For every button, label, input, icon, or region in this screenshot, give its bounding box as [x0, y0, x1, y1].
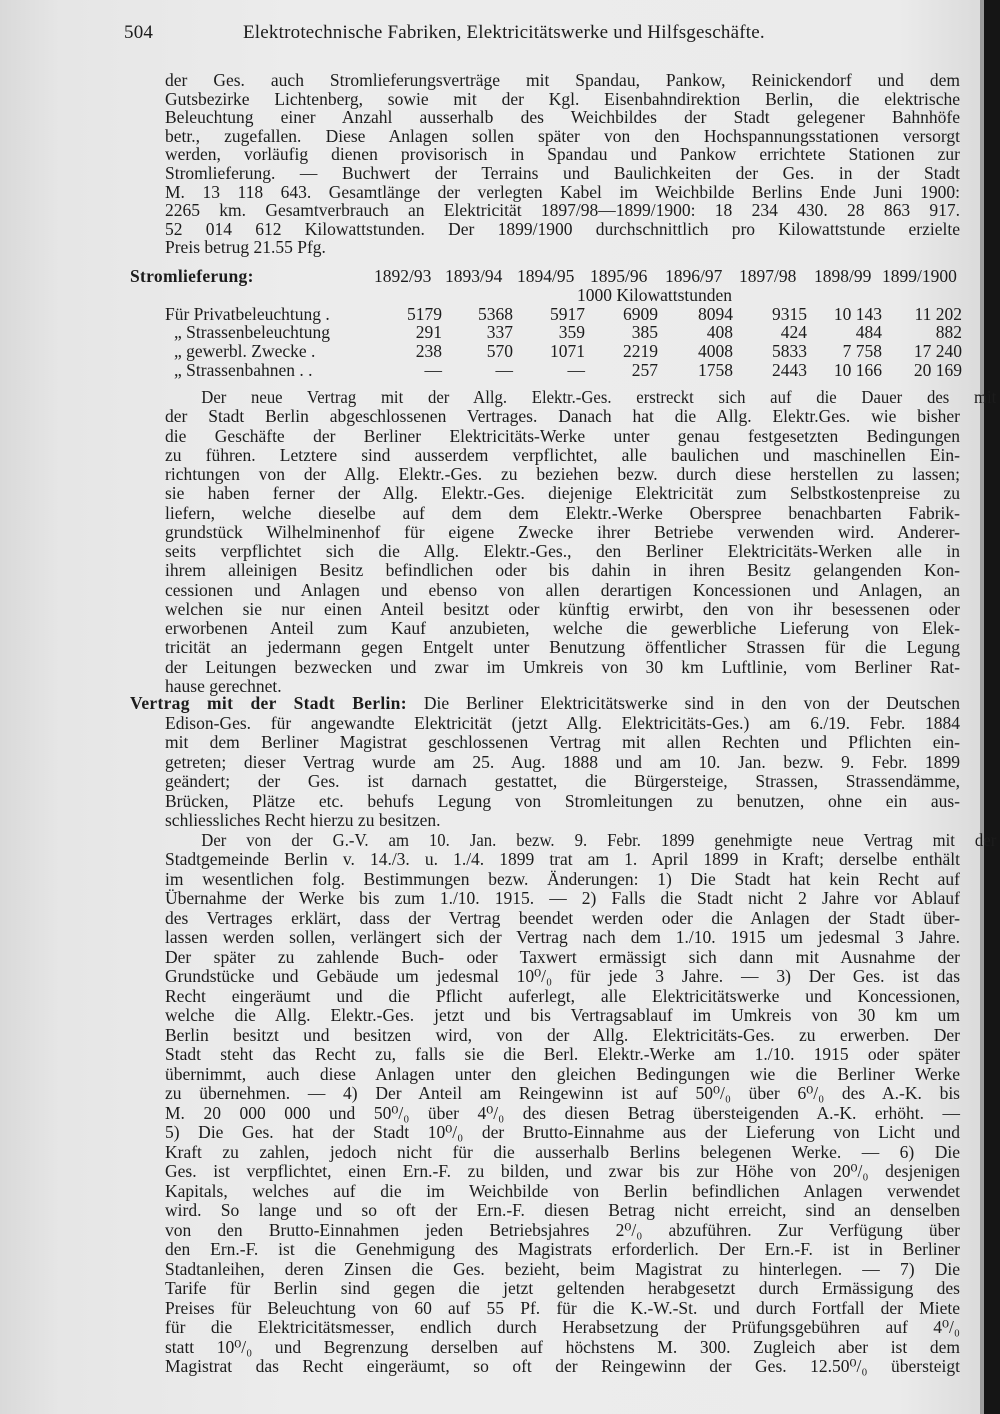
running-title: Elektrotechnische Fabriken, Elektricitätswerke und Hilfsgeschäfte. — [243, 22, 765, 43]
year-column-header: 1897/98 — [739, 266, 797, 286]
table-cell: 2219 — [623, 341, 658, 362]
table-row — [130, 341, 970, 360]
paragraph-line: sie haben ferner der Allg. Elektr.-Ges. diejenige Elektricität zum Selbstkostenpreise zu — [165, 483, 960, 504]
table-cell: 570 — [486, 341, 513, 362]
paragraph-line: den Ern.-F. ist die Genehmigung des Magistrats erforderlich. Der Ern.-F. ist in Berliner — [165, 1239, 960, 1259]
year-column-header: 1893/94 — [445, 266, 503, 286]
table-row — [130, 360, 970, 379]
table-cell: — — [495, 359, 513, 380]
paragraph-line: Der von der G.-V. am 10. Jan. bezw. 9. Febr. 1899 genehmigte neue Vertrag mit der — [201, 829, 997, 850]
paragraph-line: im wesentlichen folg. Bestimmungen bezw. Änderungen: 1) Die Stadt hat kein Recht auf — [165, 868, 960, 889]
paragraph-vertrag-stadt-berlin — [130, 693, 997, 1377]
paragraph-line: Kraft zu zahlen, jedoch nicht für die ausserhalb Berlins belegenen Werke. — 6) Die — [165, 1141, 960, 1162]
paragraph-line: Grundstücke und Gebäude um jedesmal 10⁰/₀ für jede 3 Jahre. — 3) Der Ges. ist das — [165, 966, 960, 986]
paragraph-line: Edison-Ges. für angewandte Elektricität (jetzt Allg. Elektricitäts-Ges.) am 6./19. Febr. 1884 — [165, 712, 960, 733]
paragraph-line: welchen sie nur einen Anteil besitzt oder künftig erwirbt, den von ihr besessenen oder — [165, 598, 960, 619]
table-cell: 1758 — [698, 359, 733, 380]
paragraph-line: von den Brutto-Einnahmen jeden Betriebsjahres 2⁰/₀ abzuführen. Zur Verfügung über — [165, 1219, 960, 1240]
paragraph-line: zu führen. Letztere sind ausserdem verpflichtet, alle baulichen und maschinellen Ein- — [165, 444, 960, 465]
paragraph-line: Stromlieferung. — Buchwert der Terrains und Baulichkeiten der Ges. in der Stadt — [165, 162, 960, 183]
table-header-row — [130, 266, 970, 285]
table-cell: 17 240 — [913, 341, 962, 362]
paragraph-line: wird. So lange und so oft der Ern.-F. diesen Betrag nicht erreicht, sind an denselben — [165, 1200, 960, 1220]
paragraph-line: Vertrag mit der Stadt Berlin: Die Berliner Elektricitätswerke sind in den von der Deutschen — [130, 693, 960, 713]
paragraph-line: übernimmt, auch diese Anlagen unter den gleichen Bedingungen wie die Berliner Werke — [165, 1063, 960, 1084]
table-cell: 7 758 — [842, 341, 882, 362]
table-cell: 238 — [415, 341, 442, 362]
paragraph-line: Preis betrug 21.55 Pfg. — [165, 237, 326, 258]
table-cell: 5179 — [407, 303, 442, 324]
table-cell: 882 — [935, 322, 962, 343]
table-row — [130, 304, 970, 323]
paragraph-line: getreten; dieser Vertrag wurde am 25. Aug. 1888 und am 10. Jan. bezw. 9. Febr. 1899 — [165, 751, 960, 772]
row-label: „ gewerbl. Zwecke . — [174, 341, 316, 362]
table-cell: 5368 — [478, 303, 513, 324]
paragraph-line: M. 13 118 643. Gesamtlänge der verlegten Kabel im Weichbilde Berlins Ende Juni 1900: — [165, 181, 960, 202]
table-cell: 257 — [631, 359, 658, 380]
paragraph-line: M. 20 000 000 und 50⁰/₀ über 4⁰/₀ des diesen Betrag übersteigenden A.-K. erhöht. — — [165, 1102, 960, 1123]
paragraph-line: Berlin besitzt und besitzen wird, von der Allg. Elektricitäts-Ges. zu erwerben. Der — [165, 1024, 960, 1045]
paragraph-line: Ges. ist verpflichtet, einen Ern.-F. zu bilden, und zwar bis zur Höhe von 20⁰/₀ desjenigen — [165, 1161, 960, 1181]
paragraph-line: erworbenen Anteil zum Kauf anzubieten, welche die gewerbliche Lieferung von Elek- — [165, 618, 960, 638]
paragraph-line: hause gerechnet. — [165, 675, 282, 696]
table-cell: 2443 — [772, 359, 807, 380]
paragraph-line: Kapitals, welches auf die im Weichbilde von Berlin befindlichen Anlagen verwendet — [165, 1180, 960, 1201]
table-unit: 1000 Kilowattstunden — [577, 284, 733, 305]
table-cell: 9315 — [772, 303, 807, 324]
paragraph-line: Der neue Vertrag mit der Allg. Elektr.-Ges. erstreckt sich auf die Dauer des mit — [201, 387, 997, 407]
paragraph-line: welche die Allg. Elektr.-Ges. jetzt und bis Vertragsablauf im Umkreis von 30 km um — [165, 1005, 960, 1025]
paragraph-line: Tarife für Berlin sind gegen die jetzt geltenden herabgesetzt durch Ermässigung des — [165, 1278, 960, 1298]
stromlieferung-table — [130, 266, 970, 379]
table-cell: 10 143 — [833, 303, 882, 324]
year-column-header: 1895/96 — [590, 266, 648, 286]
paragraph-line: lassen werden sollen, verlängert sich der Vertrag nach dem 1./10. 1915 um jedesmal 3 Jahre. — [165, 927, 960, 947]
table-cell: 20 169 — [913, 359, 962, 380]
paragraph-line: betr., zugefallen. Diese Anlagen sollen später von den Hochspannungsstationen versorgt — [165, 125, 960, 146]
paragraph-line: werden, vorläufig dienen provisorisch in Spandau und Pankow errichtete Stationen zur — [165, 144, 960, 165]
paragraph-line: der Ges. auch Stromlieferungsverträge mit Spandau, Pankow, Reinickendorf und dem — [165, 70, 960, 90]
table-cell: 6909 — [623, 303, 658, 324]
table-cell: 10 166 — [833, 359, 882, 380]
paragraph-line: Magistrat das Recht eingeräumt, so oft der Reingewinn der Ges. 12.50⁰/₀ übersteigt — [165, 1356, 960, 1376]
table-heading: Stromlieferung: — [130, 266, 254, 286]
paragraph-line: Gutsbezirke Lichtenberg, sowie mit der Kgl. Eisenbahndirektion Berlin, die elektrische — [165, 88, 960, 109]
table-cell: 424 — [780, 322, 807, 343]
table-cell: 291 — [415, 322, 442, 343]
paragraph-line: Der später zu zahlende Buch- oder Taxwert ermässigt sich dann mit Ausnahme der — [165, 946, 960, 967]
paragraph-line: 52 014 612 Kilowattstunden. Der 1899/1900 durchschnittlich pro Kilowattstunde erzielte — [165, 218, 960, 239]
paragraph-line: seits verpflichtet sich die Allg. Elektr.-Ges., den Berliner Elektricitäts-Werken alle in — [165, 541, 960, 561]
table-cell: 5917 — [550, 303, 585, 324]
row-label: „ Strassenbeleuchtung — [174, 322, 330, 343]
paragraph-line: Recht eingeräumt und die Pflicht auferlegt, alle Elektricitätswerke und Koncessionen, — [165, 985, 960, 1006]
paragraph-line: ihrem alleinigen Besitz befindlichen oder bis dahin in ihren Besitz gelangenden Kon- — [165, 560, 960, 581]
table-cell: 5833 — [772, 341, 807, 362]
table-cell: — — [567, 359, 585, 380]
row-label: Für Privatbeleuchtung . — [165, 303, 330, 324]
paragraph-line: des Vertrages erklärt, dass der Vertrag beendet werden oder die Anlagen der Stadt über- — [165, 907, 960, 928]
paragraph-line: statt 10⁰/₀ und Begrenzung derselben auf höchstens M. 300. Zugleich aber ist dem — [165, 1336, 960, 1357]
table-row — [130, 322, 970, 341]
paragraph-line: richtungen von der Allg. Elektr.-Ges. zu beziehen bezw. durch diese herstellen zu lassen; — [165, 464, 960, 484]
paragraph-line: geändert; der Ges. ist darnach gestattet, die Bürgersteige, Strassen, Strassendämme, — [165, 771, 960, 791]
paragraph-line: der Leitungen bezwecken und zwar im Umkreis von 30 km Luftlinie, vom Berliner Rat- — [165, 656, 960, 677]
section-heading: Vertrag mit der Stadt Berlin: — [130, 693, 407, 713]
table-cell: 385 — [631, 322, 658, 343]
table-cell: 8094 — [698, 303, 733, 324]
paragraph-neuer-vertrag — [165, 387, 997, 696]
paragraph-line: mit dem Berliner Magistrat geschlossenen Vertrag mit allen Rechten und Pflichten ein- — [165, 732, 960, 752]
paragraph-line: 2265 km. Gesamtverbrauch an Elektricität 1897/98—1899/1900: 18 234 430. 28 863 917. — [165, 200, 960, 221]
scan-border — [984, 0, 1000, 1414]
year-column-header: 1894/95 — [517, 266, 575, 286]
table-cell: — — [424, 359, 442, 380]
paragraph-line: Stadt steht das Recht zu, falls sie die Berl. Elektr.-Werke am 1./10. 1915 oder später — [165, 1044, 960, 1064]
paragraph-line: für die Elektricitätsmesser, endlich durch Herabsetzung der Prüfungsgebühren auf 4⁰/₀ — [165, 1317, 960, 1337]
paragraph-line: zu übernehmen. — 4) Der Anteil am Reingewinn ist auf 50⁰/₀ über 6⁰/₀ des A.-K. bis — [165, 1083, 960, 1103]
year-column-header: 1896/97 — [665, 266, 723, 286]
table-cell: 1071 — [550, 341, 585, 362]
paragraph-line: schliessliches Recht hierzu zu besitzen. — [165, 810, 441, 830]
paragraph-intro — [165, 71, 960, 257]
paragraph-line: Brücken, Plätze etc. behufs Legung von Stromleitungen zu benutzen, ohne ein aus- — [165, 790, 960, 811]
paragraph-line: cessionen und Anlagen und ebenso von allen derartigen Koncessionen und Anlagen, an — [165, 579, 960, 600]
paragraph-line: liefern, welche dieselbe auf dem dem Elektr.-Werke Oberspree benachbarten Fabrik- — [165, 502, 960, 523]
page-number: 504 — [124, 22, 154, 43]
paragraph-line: Preises für Beleuchtung von 60 auf 55 Pf. für die K.-W.-St. und durch Fortfall der Miete — [165, 1297, 960, 1318]
table-cell: 408 — [706, 322, 733, 343]
row-label: „ Strassenbahnen . . — [174, 359, 313, 380]
year-column-header: 1899/1900 — [882, 266, 957, 286]
paragraph-line: grundstück Wilhelminenhof für eigene Zwecke ihrer Betriebe verwenden wird. Anderer- — [165, 521, 960, 542]
paragraph-line: die Geschäfte der Berliner Elektricitäts-Werke unter genau festgesetzten Bedingungen — [165, 425, 960, 446]
paragraph-line: Stadtgemeinde Berlin v. 14./3. u. 1./4. 1899 trat am 1. April 1899 in Kraft; derselbe enthält — [165, 849, 960, 869]
table-cell: 4008 — [698, 341, 733, 362]
paragraph-line: Stadtanleihen, deren Zinsen die Ges. bezieht, beim Magistrat zu hinterlegen. — 7) Die — [165, 1258, 960, 1279]
table-cell: 484 — [855, 322, 882, 343]
table-cell: 11 202 — [914, 303, 962, 324]
table-cell: 337 — [486, 322, 513, 343]
paragraph-line: der Stadt Berlin abgeschlossenen Vertrages. Danach hat die Allg. Elektr.Ges. wie bisher — [165, 406, 960, 427]
table-unit-row — [130, 285, 970, 304]
year-column-header: 1892/93 — [374, 266, 432, 286]
year-column-header: 1898/99 — [814, 266, 872, 286]
paragraph-line: tricität an jedermann gegen Entgelt unter Benutzung öffentlicher Strassen für die Legung — [165, 637, 960, 658]
paragraph-line: Beleuchtung einer Anzahl ausserhalb des Weichbildes der Stadt gelegener Bahnhöfe — [165, 107, 960, 128]
paragraph-line: Übernahme der Werke bis zum 1./10. 1915. — 2) Falls die Stadt nicht 2 Jahre vor Ablauf — [165, 888, 960, 908]
table-cell: 359 — [558, 322, 585, 343]
paragraph-line: 5) Die Ges. hat der Stadt 10⁰/₀ der Brutto-Einnahme aus der Lieferung von Licht und — [165, 1122, 960, 1142]
